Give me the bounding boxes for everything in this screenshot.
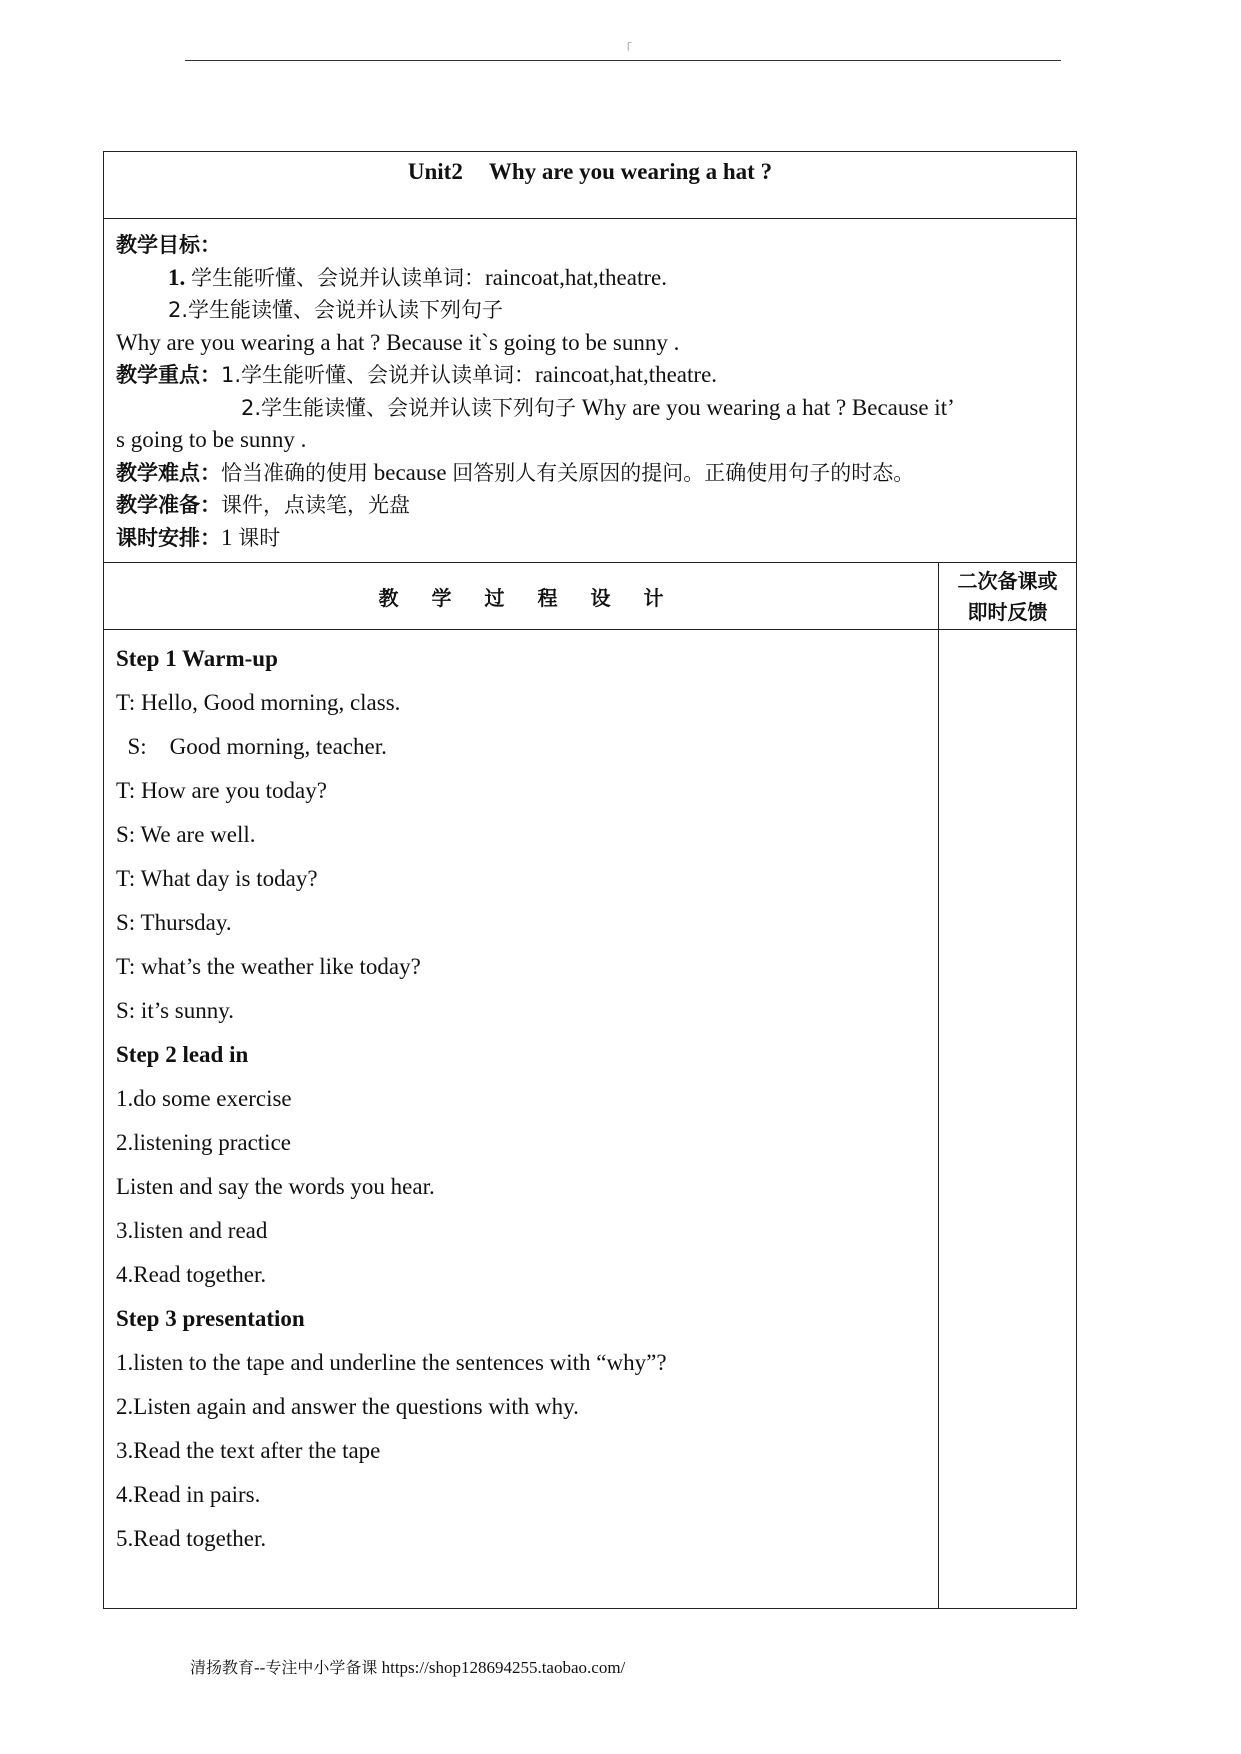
step-heading: Step 3 presentation bbox=[116, 1306, 305, 1331]
content-line: T: What day is today? bbox=[116, 866, 318, 891]
content-line: 3.listen and read bbox=[116, 1218, 268, 1243]
footer-brand: 清扬教育 bbox=[190, 1658, 255, 1677]
difficulties-keyword: because bbox=[368, 459, 453, 485]
schedule-unit: 课时 bbox=[238, 525, 281, 550]
step-heading: Step 1 Warm-up bbox=[116, 646, 278, 671]
content-line: S: Thursday. bbox=[116, 910, 232, 935]
step-heading: Step 2 lead in bbox=[116, 1042, 249, 1067]
header-rule bbox=[185, 60, 1061, 61]
footer-url: https://shop128694255.taobao.com/ bbox=[377, 1658, 626, 1677]
process-content bbox=[104, 630, 939, 1608]
schedule bbox=[116, 522, 1064, 555]
content-line: 3.Read the text after the tape bbox=[116, 1438, 381, 1463]
content-line: 1.listen to the tape and underline the sentences with “why”? bbox=[116, 1350, 667, 1375]
preparation bbox=[116, 489, 1064, 522]
content-line: T: what’s the weather like today? bbox=[116, 954, 421, 979]
content-line: S: Good morning, teacher. bbox=[116, 734, 387, 759]
key-points bbox=[116, 359, 1064, 392]
key-point-1-words: raincoat,hat,theatre. bbox=[535, 362, 718, 387]
feedback-header-line-2: 即时反馈 bbox=[967, 600, 1048, 624]
objective-sentence: Why are you wearing a hat ? Because it`s going to be sunny . bbox=[116, 329, 680, 355]
objective-item-2 bbox=[116, 294, 1064, 327]
schedule-label: 课时安排： bbox=[116, 525, 221, 550]
schedule-number: 1 bbox=[221, 524, 239, 550]
content-line: T: How are you today? bbox=[116, 778, 327, 803]
difficulties-text-1: 恰当准确的使用 bbox=[221, 460, 368, 485]
objective-item-1-words: raincoat,hat,theatre. bbox=[485, 264, 667, 290]
lesson-plan-table bbox=[103, 151, 1077, 1609]
footer-tagline: 专注中小学备课 bbox=[265, 1658, 378, 1677]
difficulties bbox=[116, 457, 1064, 490]
footer bbox=[190, 1655, 625, 1678]
feedback-header-line-1: 二次备课或 bbox=[957, 569, 1058, 593]
objective-item-1 bbox=[116, 262, 1064, 295]
objective-item-2-text: 2.学生能读懂、会说并认读下列句子 bbox=[168, 298, 504, 322]
content-line: 1.do some exercise bbox=[116, 1086, 292, 1111]
header-mark: 「 bbox=[620, 42, 633, 56]
content-line: 2.Listen again and answer the questions with why. bbox=[116, 1394, 579, 1419]
key-point-1-text: 1.学生能听懂、会说并认读单词： bbox=[221, 363, 536, 387]
content-line: 5.Read together. bbox=[116, 1526, 267, 1551]
preparation-text: 课件，点读笔，光盘 bbox=[221, 493, 410, 517]
feedback-header bbox=[939, 563, 1076, 629]
content-line: 4.Read in pairs. bbox=[116, 1482, 261, 1507]
title-row bbox=[104, 152, 1076, 219]
content-line: 2.listening practice bbox=[116, 1130, 291, 1155]
objectives-section bbox=[104, 219, 1076, 563]
objective-item-1-text: 学生能听懂、会说并认读单词： bbox=[191, 265, 485, 290]
key-point-2-text: 2.学生能读懂、会说并认读下列句子 bbox=[241, 395, 577, 420]
content-line: S: We are well. bbox=[116, 822, 256, 847]
process-header-row bbox=[104, 563, 1076, 630]
content-line: Listen and say the words you hear. bbox=[116, 1174, 435, 1199]
key-points-label: 教学重点： bbox=[116, 363, 221, 387]
difficulties-label: 教学难点： bbox=[116, 460, 221, 485]
content-line: S: it’s sunny. bbox=[116, 998, 235, 1023]
unit-title: Why are you wearing a hat ? bbox=[488, 159, 773, 184]
footer-dash: -- bbox=[254, 1658, 266, 1677]
key-point-2-continued: s going to be sunny . bbox=[116, 427, 307, 452]
key-point-2 bbox=[116, 392, 1064, 425]
key-point-2-sentence: Why are you wearing a hat ? Because it’ bbox=[576, 394, 955, 420]
feedback-column bbox=[939, 630, 1076, 1608]
process-header: 教学过程设计 bbox=[104, 563, 939, 629]
preparation-label: 教学准备： bbox=[116, 493, 221, 517]
objective-item-1-number: 1. bbox=[168, 264, 186, 290]
objectives-label: 教学目标： bbox=[116, 233, 221, 257]
difficulties-text-2: 回答别人有关原因的提问。正确使用句子的时态。 bbox=[452, 460, 915, 485]
content-line: 4.Read together. bbox=[116, 1262, 267, 1287]
content-line: T: Hello, Good morning, class. bbox=[116, 690, 401, 715]
unit-label: Unit2 bbox=[407, 159, 463, 184]
process-content-row bbox=[104, 630, 1076, 1608]
